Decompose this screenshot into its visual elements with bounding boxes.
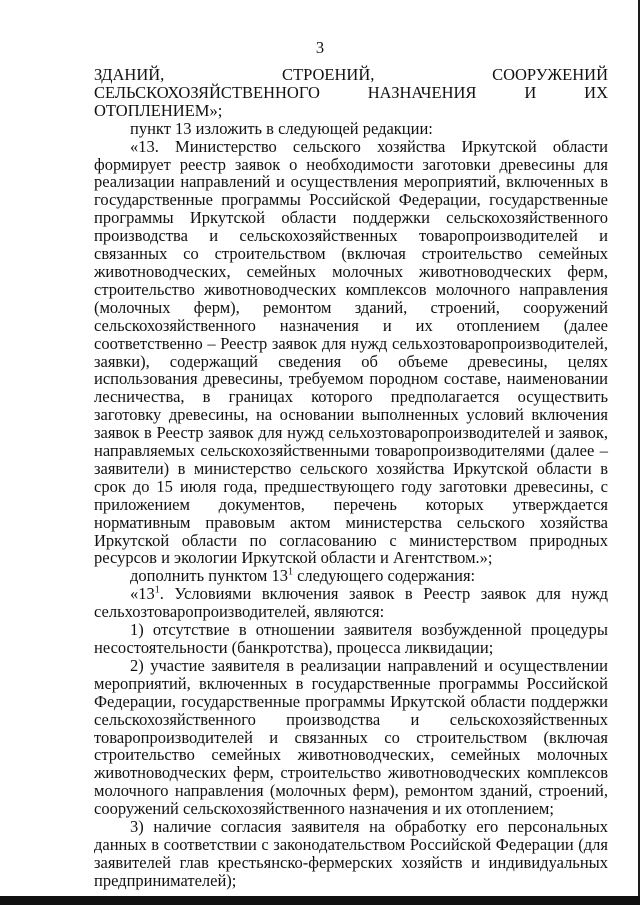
paragraph-point-13-1-text — [94, 585, 608, 621]
paragraph-point-13-1-intro — [94, 567, 608, 585]
paragraph-point-13-1-body: . Условиями включения заявок в Реестр заявок для нужд сельхозтоваропроизводителей, являются: — [94, 584, 608, 622]
superscript: 1 — [154, 584, 160, 596]
scan-edge-bottom — [0, 896, 640, 905]
paragraph-point-13-intro: пункт 13 изложить в следующей редакции: — [130, 118, 433, 138]
list-item-condition-2: 2) участие заявителя в реализации направлений и осуществлении мероприятий, включенных в государственные программы Российской Федерации, государственные программы Иркутской области поддержки сельскохозяйственного производства и сельскохозяйственных товаропроизводителей и связанных со строительством (включая строительство семейных животноводческих, семейных молочных животноводческих ферм, строительство животноводческих комплексов молочного направления (молочных ферм), ремонтом зданий, строений, сооружений сельскохозяйственного назначения и их отоплением; — [94, 655, 608, 819]
paragraph-point-13-1-intro-tail: следующего содержания: — [292, 566, 476, 586]
superscript: 1 — [287, 566, 293, 578]
list-item-condition-1: 1) отсутствие в отношении заявителя возбужденной процедуры несостоятельности (банкротства), процесса ликвидации; — [94, 620, 608, 657]
paragraph-point-13-1-intro-text: дополнить пунктом 13 — [130, 566, 288, 586]
list-item-condition-3: 3) наличие согласия заявителя на обработку его персональных данных в соответствии с законодательством Российской Федерации (для заявителей глав крестьянско-фермерских хозяйств и индивидуальных предпринимателей); — [94, 817, 608, 890]
paragraph-heading-continuation: ЗДАНИЙ, СТРОЕНИЙ, СООРУЖЕНИЙ СЕЛЬСКОХОЗЯЙСТВЕННОГО НАЗНАЧЕНИЯ И ИХ ОТОПЛЕНИЕМ»; — [94, 65, 608, 120]
document-body — [94, 66, 608, 890]
paragraph-point-13-1-lead: «13 — [130, 584, 155, 604]
page-number: 3 — [315, 38, 325, 57]
paragraph-point-13-text: «13. Министерство сельского хозяйства Иркутской области формирует реестр заявок о необходимости заготовки древесины для реализации направлений и осуществления мероприятий, включенных в государственные программы Российской Федерации, государственные программы Иркутской области поддержки сельскохозяйственного производства и сельскохозяйственных товаропроизводителей и связанных со строительством (включая строительство семейных животноводческих, семейных молочных животноводческих ферм, строительство животноводческих комплексов молочного направления (молочных ферм), ремонтом зданий, строений, сооружений сельскохозяйственного назначения и их отоплением (далее соответственно – Реестр заявок для нужд сельхозтоваропроизводителей, заявки), содержащий сведения об объеме древесины, целях использования древесины, требуемом породном составе, наименовании лесничества, в границах которого предполагается осуществить заготовку древесины, на основании выполненных условий включения заявок в Реестр заявок для нужд сельхозтоваропроизводителей и заявок, направляемых сельскохозяйственными товаропроизводителями (далее – заявители) в министерство сельского хозяйства Иркутской области в срок до 15 июля года, предшествующего году заготовки древесины, с приложением документов, перечень которых утверждается нормативным правовым актом министерства сельского хозяйства Иркутской области по согласованию с министерством природных ресурсов и экологии Иркутской области и Агентством.»; — [94, 136, 608, 568]
